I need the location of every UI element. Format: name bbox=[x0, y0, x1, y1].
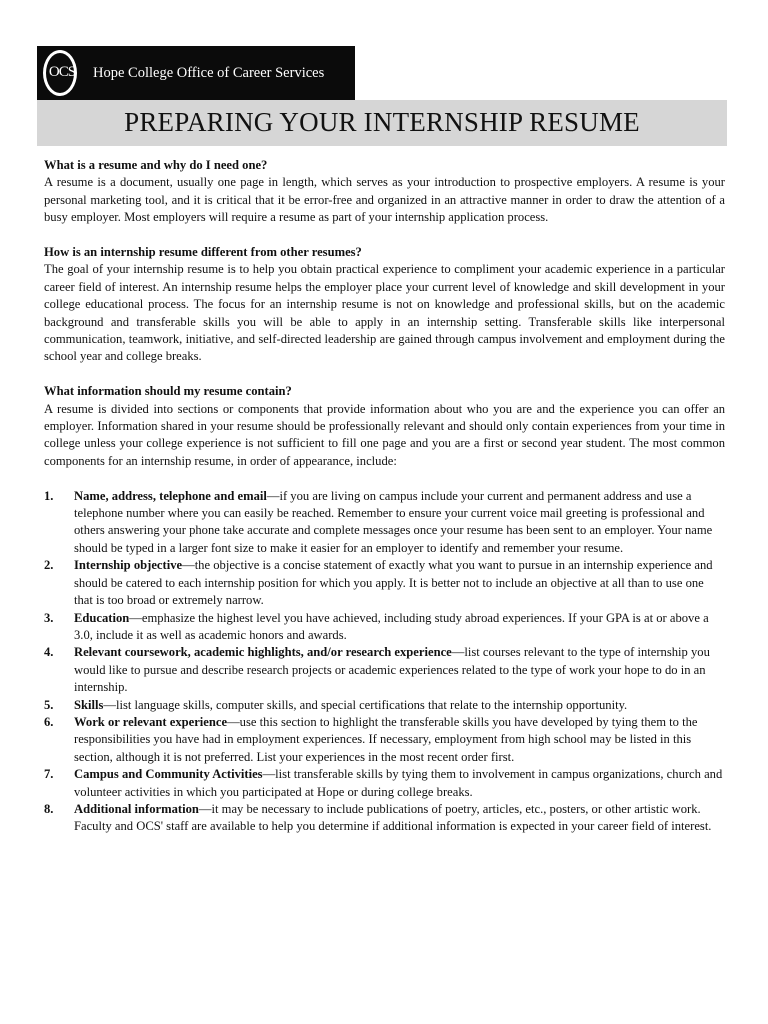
item-text: —list language skills, computer skills, and special certifications that relate to the internship opportunity. bbox=[103, 697, 628, 712]
item-text: —if you are living on campus include your current and permanent address and use a telephone number where you can easily be reached. Remember to ensure your current voice mail greeting is professional and others answering your phone take accurate and complete messages once your resume has been sent to an employer. Your name should be typed in a larger font size to make it easier for an employer to identify and remember your resume. bbox=[74, 488, 713, 555]
item-label: Education bbox=[74, 610, 130, 625]
section-question: How is an internship resume different from other resumes? bbox=[44, 245, 362, 260]
item-text: —list courses relevant to the type of internship you would like to pursue and describe research projects or academic experiences related to the type of work your hope to do in an internship. bbox=[74, 645, 710, 695]
title-band bbox=[37, 100, 727, 146]
item-number: 2. bbox=[44, 558, 54, 573]
list-item bbox=[44, 644, 725, 696]
list-item bbox=[44, 557, 725, 609]
org-name: Hope College Office of Career Services bbox=[93, 65, 325, 81]
item-text: —the objective is a concise statement of exactly what you want to pursue in an internship experience and should be catered to each internship position for which you apply. It is better not to include an objective at all than to use one that is too broad or extremely narrow. bbox=[74, 558, 713, 608]
item-number: 6. bbox=[44, 714, 54, 729]
list-item bbox=[44, 488, 725, 558]
list-item bbox=[44, 714, 725, 766]
components-list bbox=[44, 488, 725, 836]
item-number: 4. bbox=[44, 645, 54, 660]
item-label: Name, address, telephone and email bbox=[74, 488, 267, 503]
list-item bbox=[44, 766, 725, 801]
page-title: PREPARING YOUR INTERNSHIP RESUME bbox=[124, 107, 640, 137]
item-text: —list transferable skills by tying them to involvement in campus organizations, church and volunteer activities in which you participated at Hope or during college breaks. bbox=[74, 767, 723, 799]
item-label: Additional information bbox=[74, 801, 199, 816]
list-item bbox=[44, 610, 725, 645]
header-logo-block bbox=[37, 46, 355, 100]
list-item bbox=[44, 801, 725, 836]
section-body: A resume is divided into sections or components that provide information about who you are and the experience you can offer an employer. Information shared in your resume should be professionally relevant and should only contain experiences from your time in college unless your college experience is not sufficient to fill one page and you are a first or second year student. The most common components for an internship resume, in order of appearance, include: bbox=[44, 401, 725, 468]
item-text: —emphasize the highest level you have achieved, including study abroad experiences. If your GPA is at or above a 3.0, include it as well as academic honors and awards. bbox=[74, 610, 709, 642]
item-number: 1. bbox=[44, 488, 54, 503]
item-label: Skills bbox=[74, 697, 104, 712]
document-body bbox=[44, 157, 725, 836]
item-number: 8. bbox=[44, 801, 54, 816]
item-label: Internship objective bbox=[74, 558, 183, 573]
logo-letters: OCS bbox=[48, 64, 76, 80]
section-question: What is a resume and why do I need one? bbox=[44, 158, 268, 172]
item-text: —use this section to highlight the transferable skills you have developed by tying them to the responsibilities you have had in employment experiences. If necessary, employment from high school may be listed in this section, although it is not preferred. List your experiences in the most recent order first. bbox=[74, 714, 698, 764]
item-label: Campus and Community Activities bbox=[74, 767, 263, 782]
item-number: 5. bbox=[44, 697, 54, 712]
section-body: The goal of your internship resume is to help you obtain practical experience to compliment your academic experience in a particular career field of interest. An internship resume helps the employer place your current level of knowledge and skill development in your college educational process. The focus for an internship resume is not on knowledge and professional skills, but on the academic background and transferable skills you will be able to apply in an internship setting. Transferable skills like interpersonal communication, teamwork, initiative, and self-directed leadership are gained through campus involvement and employment during the school year and college breaks. bbox=[44, 262, 725, 364]
item-label: Relevant coursework, academic highlights, and/or research experience bbox=[74, 645, 452, 660]
item-number: 3. bbox=[44, 610, 54, 625]
item-number: 7. bbox=[44, 767, 54, 782]
item-label: Work or relevant experience bbox=[74, 714, 228, 729]
item-text: —it may be necessary to include publications of poetry, articles, etc., posters, or other artistic work. Faculty and OCS' staff are available to help you determine if additional information is expected in your career field of interest. bbox=[74, 801, 712, 834]
list-item bbox=[44, 697, 725, 714]
section-body: A resume is a document, usually one page in length, which serves as your introduction to prospective employers. A resume is your personal marketing tool, and it is critical that it be error-free and organized in an attractive manner in order to draw the attention of a busy employer. Most employers will require a resume as part of your internship application process. bbox=[44, 175, 725, 225]
section-question: What information should my resume contain? bbox=[44, 384, 292, 399]
